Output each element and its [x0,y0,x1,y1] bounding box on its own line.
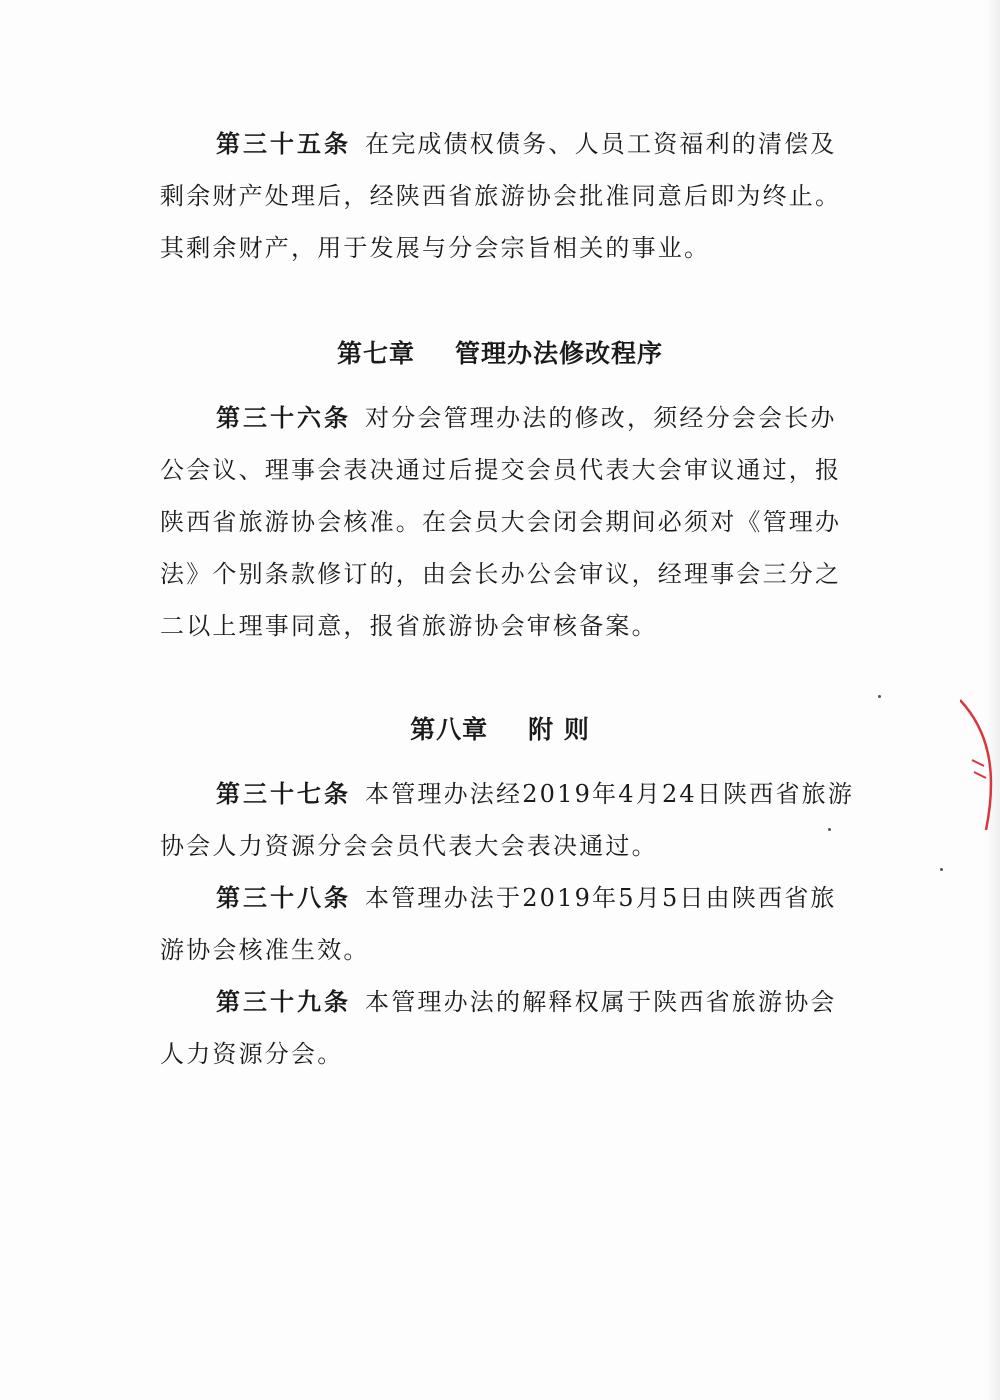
article-36-heading: 第三十六条 [216,404,351,432]
chapter-8-title: 附 则 [528,715,590,744]
article-36 [160,392,860,652]
article-37-body: 本管理办法经2019年4月24日陕西省旅游协会人力资源分会会员代表大会表决通过。 [160,780,855,860]
article-39 [160,976,860,1080]
chapter-7-heading [0,334,1000,370]
article-39-body: 本管理办法的解释权属于陕西省旅游协会人力资源分会。 [160,988,837,1068]
article-38-body: 本管理办法于2019年5月5日由陕西省旅游协会核准生效。 [160,884,837,964]
article-39-heading: 第三十九条 [216,988,351,1016]
chapter-7-title: 管理办法修改程序 [455,339,664,368]
chapter-8-heading [0,710,1000,746]
scan-speck [828,828,831,831]
article-37-heading: 第三十七条 [216,780,351,808]
article-35-body: 在完成债权债务、人员工资福利的清偿及剩余财产处理后，经陕西省旅游协会批准同意后即为终止。其剩余财产，用于发展与分会宗旨相关的事业。 [160,130,842,262]
article-35 [160,118,860,274]
article-37 [160,768,860,872]
chapter-8-number: 第八章 [410,715,489,744]
scan-speck [940,868,943,871]
article-35-heading: 第三十五条 [216,130,351,158]
scan-speck [878,695,881,698]
article-38 [160,872,860,976]
article-36-body: 对分会管理办法的修改，须经分会会长办公会议、理事会表决通过后提交会员代表大会审议通过，报陕西省旅游协会核准。在会员大会闭会期间必须对《管理办法》个别条款修订的，由会长办公会审议，经理事会三分之二以上理事同意，报省旅游协会审核备案。 [160,404,842,640]
chapter-7-number: 第七章 [336,339,415,368]
red-seal-fragment [960,690,1000,840]
article-38-heading: 第三十八条 [216,884,351,912]
